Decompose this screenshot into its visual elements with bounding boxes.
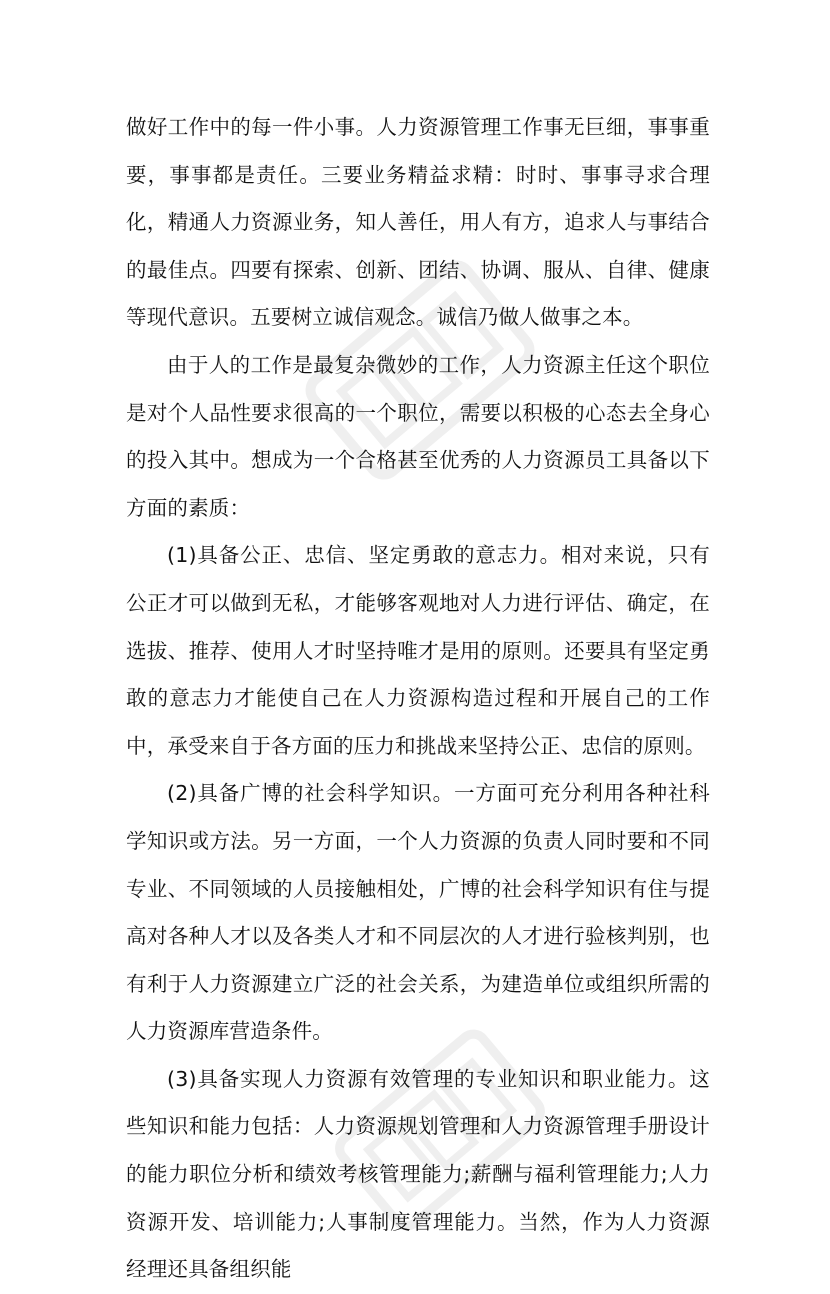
paragraph-qualities-intro: 由于人的工作是最复杂微妙的工作，人力资源主任这个职位是对个人品性要求很高的一个职位，需要以积极的心态去全身心的投入其中。想成为一个合格甚至优秀的人力资源员工具备以下方面的素质： (126, 352, 710, 520)
paragraph-point-1: (1)具备公正、忠信、坚定勇敢的意志力。相对来说，只有公正才可以做到无私，才能够客观地对人力进行评估、确定，在选拔、推荐、使用人才时坚持唯才是用的原则。还要具有坚定勇敢的意志力才能使自己在人力资源构造过程和开展自己的工作中，承受来自于各方面的压力和挑战来坚持公正、忠信的原则。 (126, 543, 710, 758)
document-body (126, 104, 710, 1294)
paragraph-point-2: (2)具备广博的社会科学知识。一方面可充分利用各种社科学知识或方法。另一方面，一个人力资源的负责人同时要和不同专业、不同领域的人员接触相处，广博的社会科学知识有住与提高对各种人才以及各类人才和不同层次的人才进行验核判别，也有利于人力资源建立广泛的社会关系，为建造单位或组织所需的人力资源库营造条件。 (126, 781, 710, 1044)
paragraph-point-3: (3)具备实现人力资源有效管理的专业知识和职业能力。这些知识和能力包括：人力资源规划管理和人力资源管理手册设计的能力职位分析和绩效考核管理能力;薪酬与福利管理能力;人力资源开发、培训能力;人事制度管理能力。当然，作为人力资源经理还具备组织能 (126, 1066, 710, 1282)
paragraph-continuation: 做好工作中的每一件小事。人力资源管理工作事无巨细，事事重要，事事都是责任。三要业务精益求精：时时、事事寻求合理化，精通人力资源业务，知人善任，用人有方，追求人与事结合的最佳点。四要有探索、创新、团结、协调、服从、自律、健康等现代意识。五要树立诚信观念。诚信乃做人做事之本。 (126, 115, 710, 330)
